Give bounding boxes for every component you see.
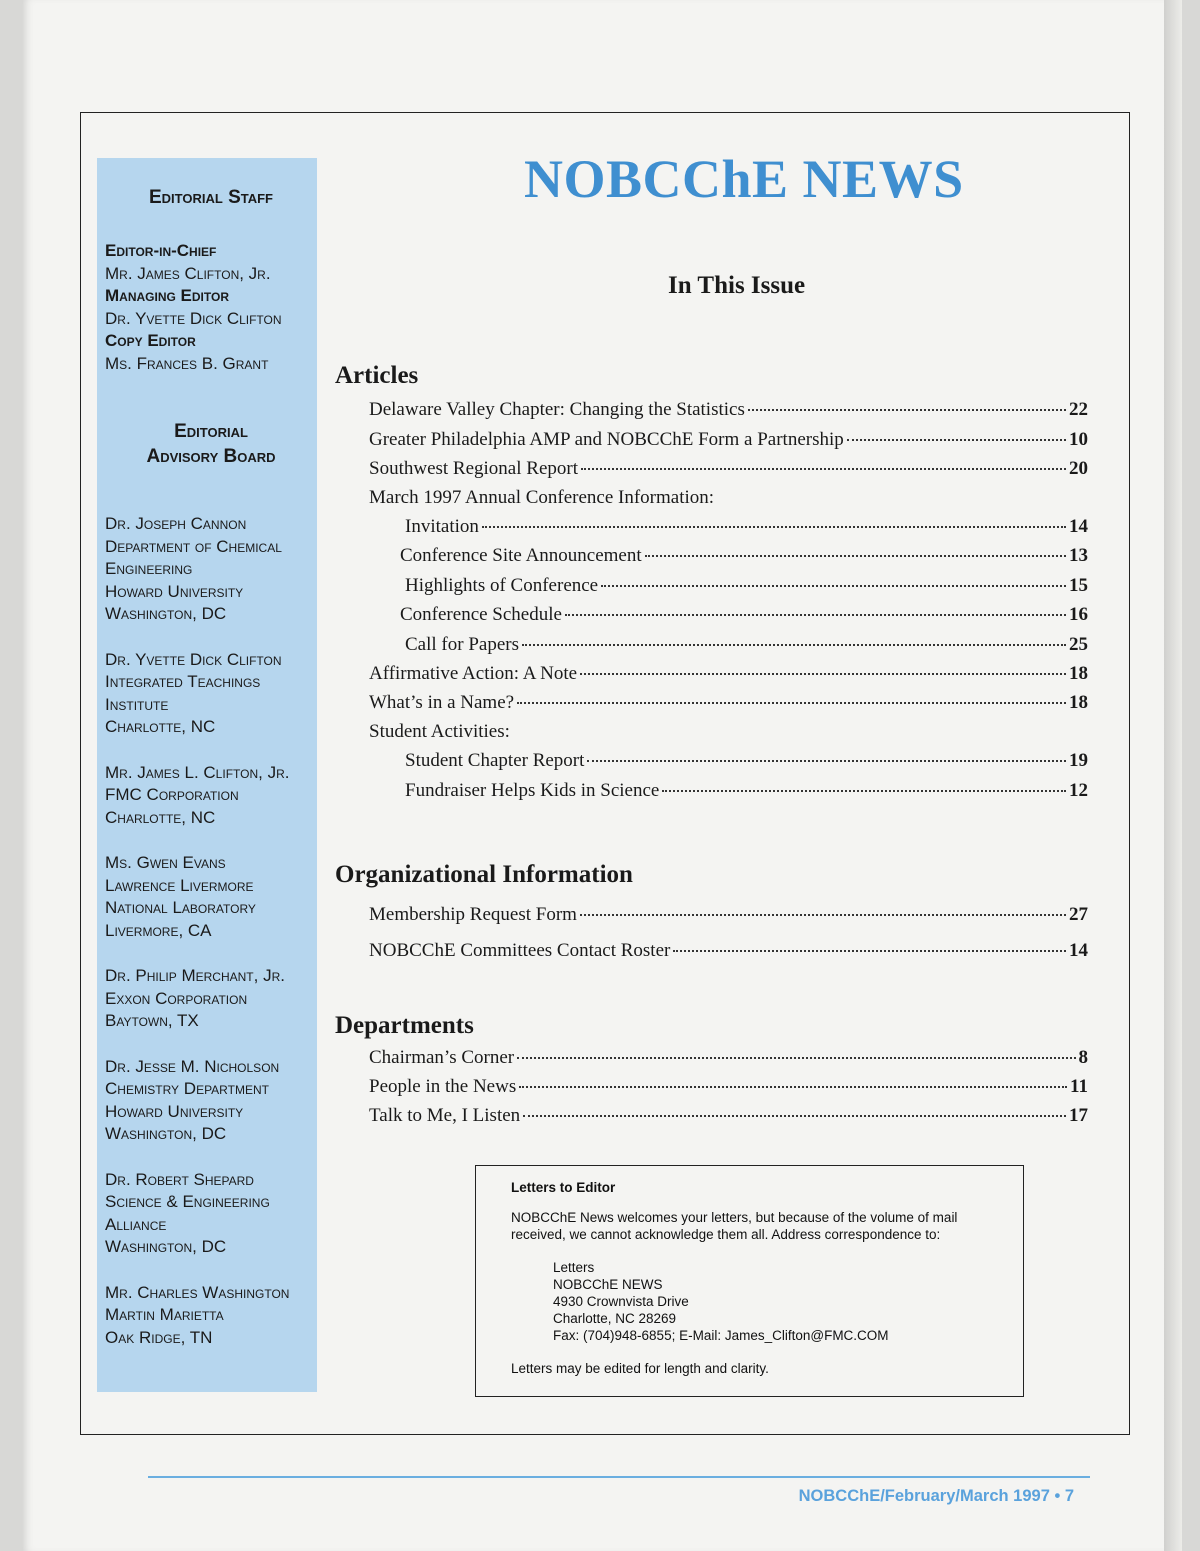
toc-entry-page: 14 xyxy=(1069,940,1088,961)
toc-entry[interactable] xyxy=(369,456,1088,482)
member-line: Washington, DC xyxy=(105,604,227,623)
address-line: 4930 Crownvista Drive xyxy=(553,1294,689,1309)
member-line: Howard University xyxy=(105,1101,244,1121)
member-line: Mr. Charles Washington xyxy=(105,1282,290,1302)
leader-dots xyxy=(565,614,1066,616)
member-line: FMC Corporation xyxy=(105,785,239,804)
toc-entry-page: 14 xyxy=(1069,516,1088,537)
letters-heading: Letters to Editor xyxy=(511,1180,616,1195)
toc-entry-title: Delaware Valley Chapter: Changing the Statistics xyxy=(369,399,745,420)
toc-entry-title: Talk to Me, I Listen xyxy=(369,1105,521,1126)
address-line: Charlotte, NC 28269 xyxy=(553,1311,677,1326)
board-member xyxy=(105,762,317,830)
toc-entry-page: 22 xyxy=(1069,399,1088,420)
member-line: Charlotte, NC xyxy=(105,717,216,736)
toc-entry-page: 20 xyxy=(1069,458,1088,479)
member-line: Integrated Teachings xyxy=(105,672,261,691)
toc-entry-title: Conference Schedule xyxy=(400,604,562,625)
member-line: Engineering xyxy=(105,559,193,578)
board-member xyxy=(105,1169,317,1259)
board-member xyxy=(105,1282,317,1350)
member-line: Alliance xyxy=(105,1214,167,1234)
toc-entry[interactable] xyxy=(369,397,1088,423)
staff-name: Dr. Yvette Dick Clifton xyxy=(105,308,282,328)
staff-role: Managing Editor xyxy=(105,286,230,305)
leader-dots xyxy=(748,409,1066,411)
toc-entry-title: Student Chapter Report xyxy=(405,750,585,771)
member-line: Lawrence Livermore xyxy=(105,875,254,895)
leader-dots xyxy=(847,439,1066,441)
page-footer: NOBCChE/February/March 1997 • 7 xyxy=(798,1487,1074,1505)
leader-dots xyxy=(580,673,1066,675)
toc-entry[interactable] xyxy=(400,602,1088,628)
leader-dots xyxy=(523,1115,1066,1117)
departments-heading: Departments xyxy=(335,1012,474,1039)
member-line: Institute xyxy=(105,694,169,714)
toc-entry[interactable] xyxy=(369,938,1088,964)
toc-entry-page: 13 xyxy=(1069,545,1088,566)
toc-entry[interactable] xyxy=(369,690,1088,716)
toc-entry-title: Greater Philadelphia AMP and NOBCChE Form a Partnership xyxy=(369,429,844,450)
member-line: Science & Engineering xyxy=(105,1192,270,1211)
toc-entry-page: 17 xyxy=(1069,1105,1088,1126)
letters-footnote: Letters may be edited for length and clarity. xyxy=(511,1361,769,1376)
toc-group-heading: March 1997 Annual Conference Information: xyxy=(369,487,715,508)
toc-entry[interactable] xyxy=(405,514,1088,540)
leader-dots xyxy=(673,950,1066,952)
toc-entry-page: 18 xyxy=(1069,663,1088,684)
letters-body: NOBCChE News welcomes your letters, but because of the volume of mail received, we cannot acknowledge them all. Address correspondence to: xyxy=(511,1210,958,1242)
advisory-board-title-line2: Advisory Board xyxy=(146,446,276,467)
toc-entry-page: 16 xyxy=(1069,604,1088,625)
toc-entry[interactable] xyxy=(405,632,1088,658)
leader-dots xyxy=(482,526,1066,528)
toc-entry[interactable] xyxy=(369,1045,1088,1071)
letters-to-editor-box xyxy=(475,1165,1024,1397)
member-line: Dr. Philip Merchant, Jr. xyxy=(105,966,285,985)
organizational-heading: Organizational Information xyxy=(335,861,633,888)
member-line: Charlotte, NC xyxy=(105,807,216,827)
advisory-board-list xyxy=(105,513,317,1349)
member-line: Martin Marietta xyxy=(105,1305,224,1324)
toc-entry[interactable] xyxy=(400,543,1088,569)
address-line: Letters xyxy=(553,1260,595,1275)
toc-entry[interactable] xyxy=(369,427,1088,453)
toc-entry[interactable] xyxy=(405,573,1088,599)
toc-entry-title: Fundraiser Helps Kids in Science xyxy=(405,780,660,801)
fax-email-line: Fax: (704)948-6855; E-Mail: James_Clifton@FMC.COM xyxy=(553,1328,889,1343)
leader-dots xyxy=(517,1057,1075,1059)
leader-dots xyxy=(601,585,1066,587)
member-line: Oak Ridge, TN xyxy=(105,1327,213,1347)
toc-entry[interactable] xyxy=(369,902,1088,928)
toc-entry-title: Southwest Regional Report xyxy=(369,458,578,479)
board-member xyxy=(105,1056,317,1146)
member-line: Baytown, TX xyxy=(105,1011,199,1030)
toc-entry-page: 11 xyxy=(1070,1076,1088,1097)
staff-role: Editor-in-Chief xyxy=(105,241,217,260)
footer-rule xyxy=(148,1476,1090,1478)
leader-dots xyxy=(517,702,1066,704)
board-member xyxy=(105,513,317,626)
toc-group-heading: Student Activities: xyxy=(369,721,510,742)
toc-entry[interactable] xyxy=(369,661,1088,687)
member-line: Chemistry Department xyxy=(105,1079,269,1098)
leader-dots xyxy=(519,1086,1067,1088)
articles-heading: Articles xyxy=(335,362,419,389)
leader-dots xyxy=(522,644,1066,646)
member-line: Exxon Corporation xyxy=(105,988,248,1008)
toc-entry[interactable] xyxy=(369,1074,1088,1100)
member-line: Department of Chemical xyxy=(105,536,282,556)
toc-entry-title: Membership Request Form xyxy=(369,904,577,925)
leader-dots xyxy=(587,760,1066,762)
staff-name: Ms. Frances B. Grant xyxy=(105,353,269,373)
toc-entry-title: Call for Papers xyxy=(405,634,519,655)
toc-entry[interactable] xyxy=(405,748,1088,774)
toc-entry-page: 25 xyxy=(1069,634,1088,655)
advisory-board-title xyxy=(105,419,317,469)
toc-entry-title: Invitation xyxy=(405,516,479,537)
member-line: Howard University xyxy=(105,581,244,601)
board-member xyxy=(105,852,317,942)
staff-list xyxy=(105,240,317,375)
toc-entry-title: Chairman’s Corner xyxy=(369,1047,515,1068)
staff-name: Mr. James Clifton, Jr. xyxy=(105,263,271,283)
advisory-board-title-line1: Editorial xyxy=(174,421,248,442)
in-this-issue-heading: In This Issue xyxy=(668,272,806,299)
toc-entry-title: Conference Site Announcement xyxy=(400,545,642,566)
toc-entry-title: What’s in a Name? xyxy=(369,692,515,713)
toc-entry-title: People in the News xyxy=(369,1076,517,1097)
member-line: Mr. James L. Clifton, Jr. xyxy=(105,762,290,782)
board-member xyxy=(105,649,317,739)
toc-entry[interactable] xyxy=(369,1103,1088,1129)
toc-entry-page: 10 xyxy=(1069,429,1088,450)
toc-entry-page: 12 xyxy=(1069,780,1088,801)
leader-dots xyxy=(662,790,1066,792)
toc-entry-page: 18 xyxy=(1069,692,1088,713)
masthead-title: NOBCChE NEWS xyxy=(524,149,964,209)
board-member xyxy=(105,965,317,1033)
address-line: NOBCChE NEWS xyxy=(553,1277,663,1292)
staff-role: Copy Editor xyxy=(105,331,196,350)
leader-dots xyxy=(580,914,1066,916)
member-line: National Laboratory xyxy=(105,898,256,917)
toc-entry-title: Highlights of Conference xyxy=(405,575,599,596)
editorial-sidebar xyxy=(97,158,317,1392)
page-edge xyxy=(1164,0,1182,1551)
leader-dots xyxy=(645,555,1066,557)
member-line: Dr. Robert Shepard xyxy=(105,1169,254,1189)
toc-entry-title: NOBCChE Committees Contact Roster xyxy=(369,940,671,961)
toc-entry-page: 27 xyxy=(1069,904,1088,925)
member-line: Dr. Yvette Dick Clifton xyxy=(105,649,282,669)
member-line: Washington, DC xyxy=(105,1124,227,1143)
toc-entry-page: 15 xyxy=(1069,575,1088,596)
member-line: Washington, DC xyxy=(105,1237,227,1256)
member-line: Livermore, CA xyxy=(105,920,212,940)
letters-address xyxy=(553,1259,1023,1344)
toc-entry-page: 19 xyxy=(1069,750,1088,771)
toc-entry-title: Affirmative Action: A Note xyxy=(369,663,578,684)
editorial-staff-title: Editorial Staff xyxy=(148,187,274,208)
toc-entry-page: 8 xyxy=(1078,1047,1088,1068)
toc-entry[interactable] xyxy=(405,778,1088,804)
member-line: Dr. Jesse M. Nicholson xyxy=(105,1056,280,1076)
member-line: Dr. Joseph Cannon xyxy=(105,514,247,533)
leader-dots xyxy=(581,468,1066,470)
member-line: Ms. Gwen Evans xyxy=(105,853,226,872)
